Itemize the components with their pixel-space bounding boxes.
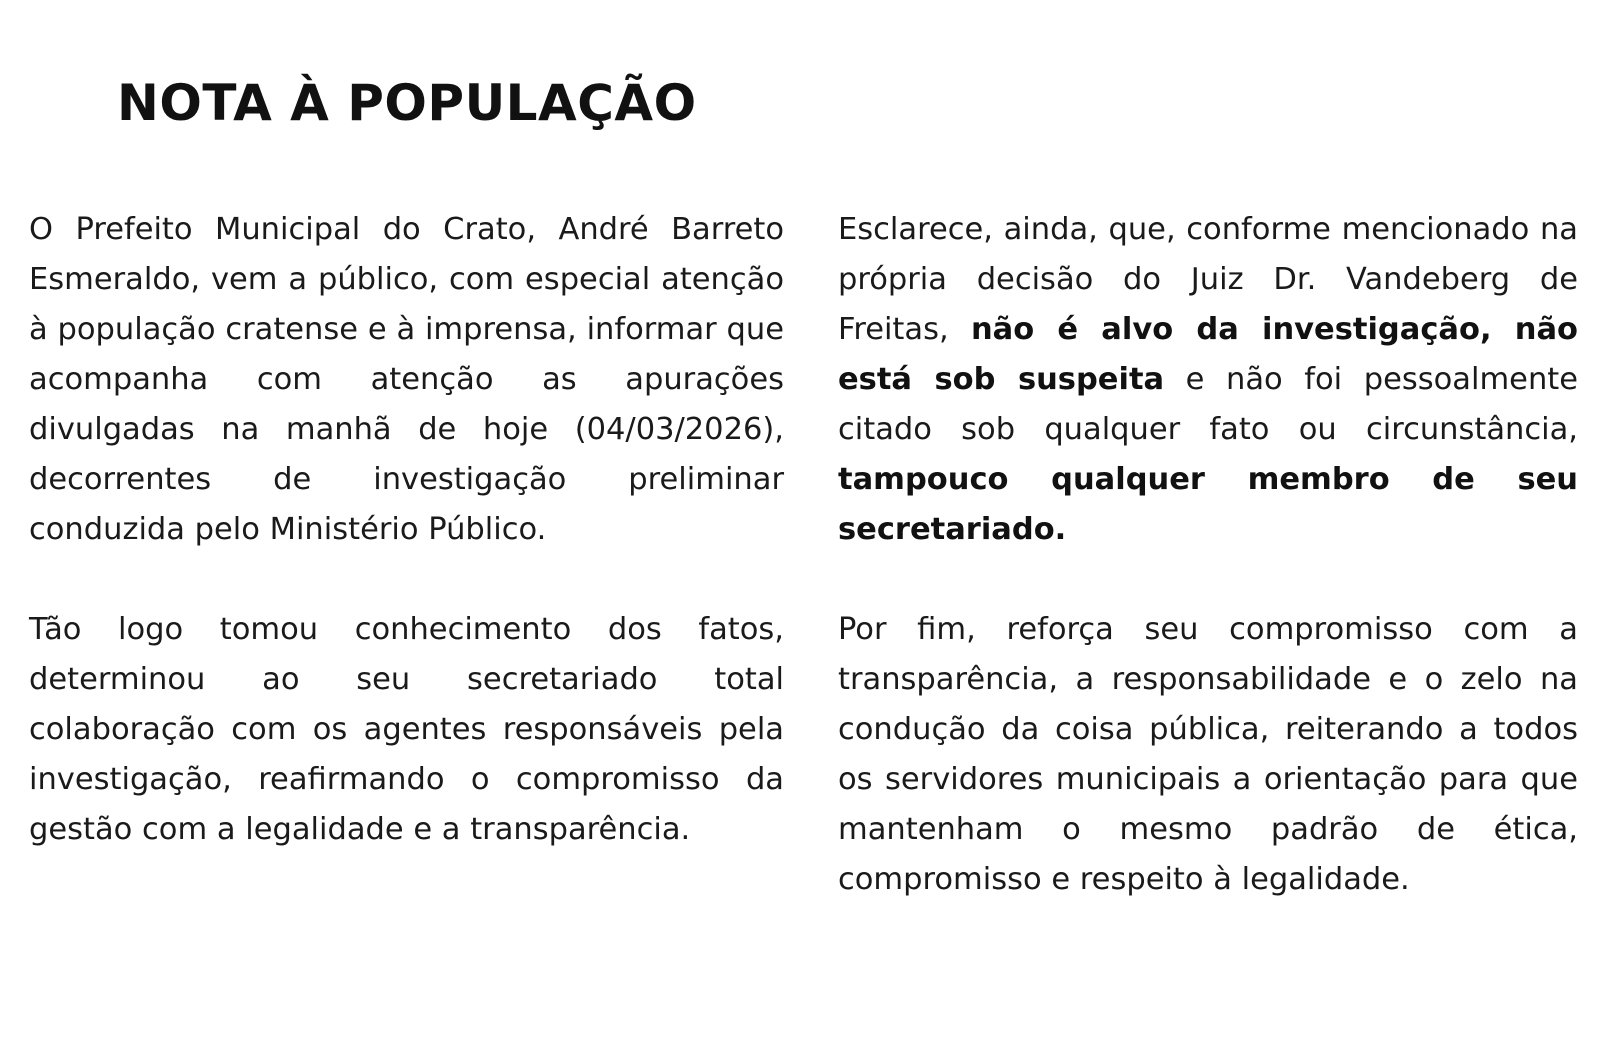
paragraph-intro: O Prefeito Municipal do Crato, André Barreto Esmeraldo, vem a público, com especial atenção à população cratense e à imprensa, informar que acompanha com atenção as apurações divulgadas na manhã de hoje (04/03/2026), decorrentes de investigação preliminar conduzida pelo Ministério Público. <box>29 212 784 547</box>
page-title: NOTA À POPULAÇÃO <box>117 74 697 132</box>
clarification-text-1: Esclarece, ainda, que, conforme mencionado na própria decisão do Juiz Dr. Vandeberg de Freitas, <box>838 212 1578 347</box>
paragraph-conclusion: Por fim, reforça seu compromisso com a transparência, a responsabilidade e o zelo na condução da coisa pública, reiterando a todos os servidores municipais a orientação para que mantenham o mesmo padrão de ética, compromisso e respeito à legalidade. <box>838 612 1578 897</box>
clarification-emphasis-2: tampouco qualquer membro de seu secretariado. <box>838 462 1578 547</box>
paragraph-collaboration: Tão logo tomou conhecimento dos fatos, determinou ao seu secretariado total colaboração com os agentes responsáveis pela investigação, reafirmando o compromisso da gestão com a legalidade e a transparência. <box>29 612 784 847</box>
left-column <box>29 205 784 855</box>
clarification-text-2: e não foi pessoalmente citado sob qualquer fato ou circunstância, <box>838 362 1578 447</box>
paragraph-clarification <box>838 205 1578 555</box>
clarification-emphasis-1: não é alvo da investigação, não está sob suspeita <box>838 312 1578 397</box>
right-column <box>838 205 1578 905</box>
